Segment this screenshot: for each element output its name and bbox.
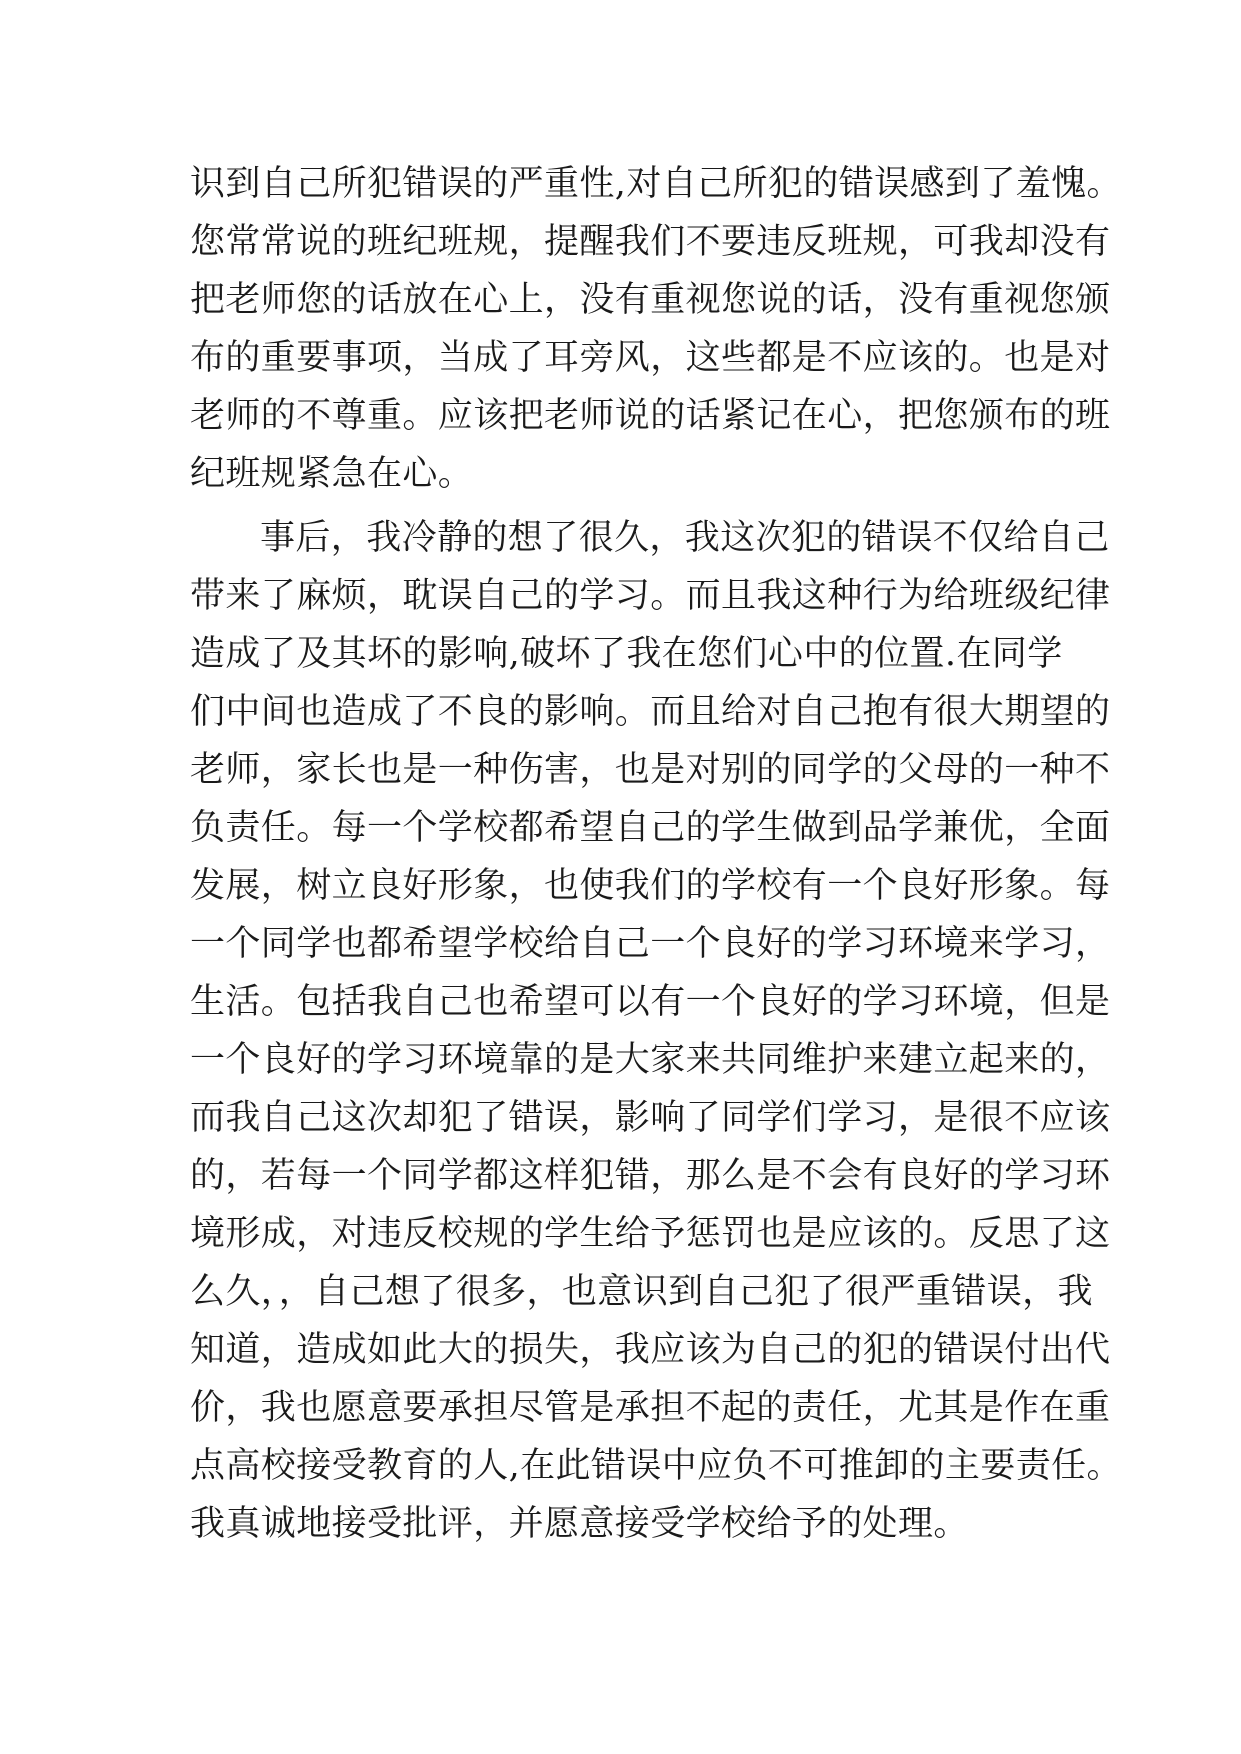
- text-line: 布的重要事项，当成了耳旁风，这些都是不应该的。也是对: [190, 338, 1111, 378]
- text-line: 造成了及其坏的影响,破坏了我在您们心中的位置.在同学: [190, 634, 1063, 674]
- text-line: 我真诚地接受批评，并愿意接受学校给予的处理。: [190, 1504, 969, 1544]
- text-line: 们中间也造成了不良的影响。而且给对自己抱有很大期望的: [190, 692, 1111, 732]
- text-line: 识到自己所犯错误的严重性,对自己所犯的错误感到了羞愧。: [190, 164, 1122, 204]
- text-line: 老师，家长也是一种伤害，也是对别的同学的父母的一种不: [190, 750, 1111, 790]
- text-line: 负责任。每一个学校都希望自己的学生做到品学兼优，全面: [190, 808, 1111, 848]
- text-line: 老师的不尊重。应该把老师说的话紧记在心，把您颁布的班: [190, 396, 1111, 436]
- text-line: 把老师您的话放在心上，没有重视您说的话，没有重视您颁: [190, 280, 1111, 320]
- text-line: 事后，我冷静的想了很久，我这次犯的错误不仅给自己: [260, 518, 1110, 558]
- text-line: 一个同学也都希望学校给自己一个良好的学习环境来学习，: [190, 924, 1111, 964]
- text-line: 您常常说的班纪班规，提醒我们不要违反班规，可我却没有: [190, 222, 1111, 262]
- text-line: 么久，，自己想了很多，也意识到自己犯了很严重错误，我: [190, 1272, 1093, 1312]
- paragraph-1: [190, 155, 1122, 503]
- text-line: 境形成，对违反校规的学生给予惩罚也是应该的。反思了这: [190, 1214, 1111, 1254]
- text-line: 价，我也愿意要承担尽管是承担不起的责任，尤其是作在重: [190, 1388, 1111, 1428]
- text-line: 点高校接受教育的人,在此错误中应负不可推卸的主要责任。: [190, 1446, 1122, 1486]
- text-line: 的，若每一个同学都这样犯错，那么是不会有良好的学习环: [190, 1156, 1111, 1196]
- document-body: [190, 155, 1122, 1553]
- text-line: 生活。包括我自己也希望可以有一个良好的学习环境，但是: [190, 982, 1111, 1022]
- paragraph-2: [190, 509, 1122, 1553]
- text-line: 一个良好的学习环境靠的是大家来共同维护来建立起来的，: [190, 1040, 1111, 1080]
- text-line: 知道，造成如此大的损失，我应该为自己的犯的错误付出代: [190, 1330, 1111, 1370]
- text-line: 纪班规紧急在心。: [190, 454, 474, 494]
- text-line: 而我自己这次却犯了错误，影响了同学们学习，是很不应该: [190, 1098, 1111, 1138]
- text-line: 带来了麻烦，耽误自己的学习。而且我这种行为给班级纪律: [190, 576, 1111, 616]
- text-line: 发展，树立良好形象，也使我们的学校有一个良好形象。每: [190, 866, 1111, 906]
